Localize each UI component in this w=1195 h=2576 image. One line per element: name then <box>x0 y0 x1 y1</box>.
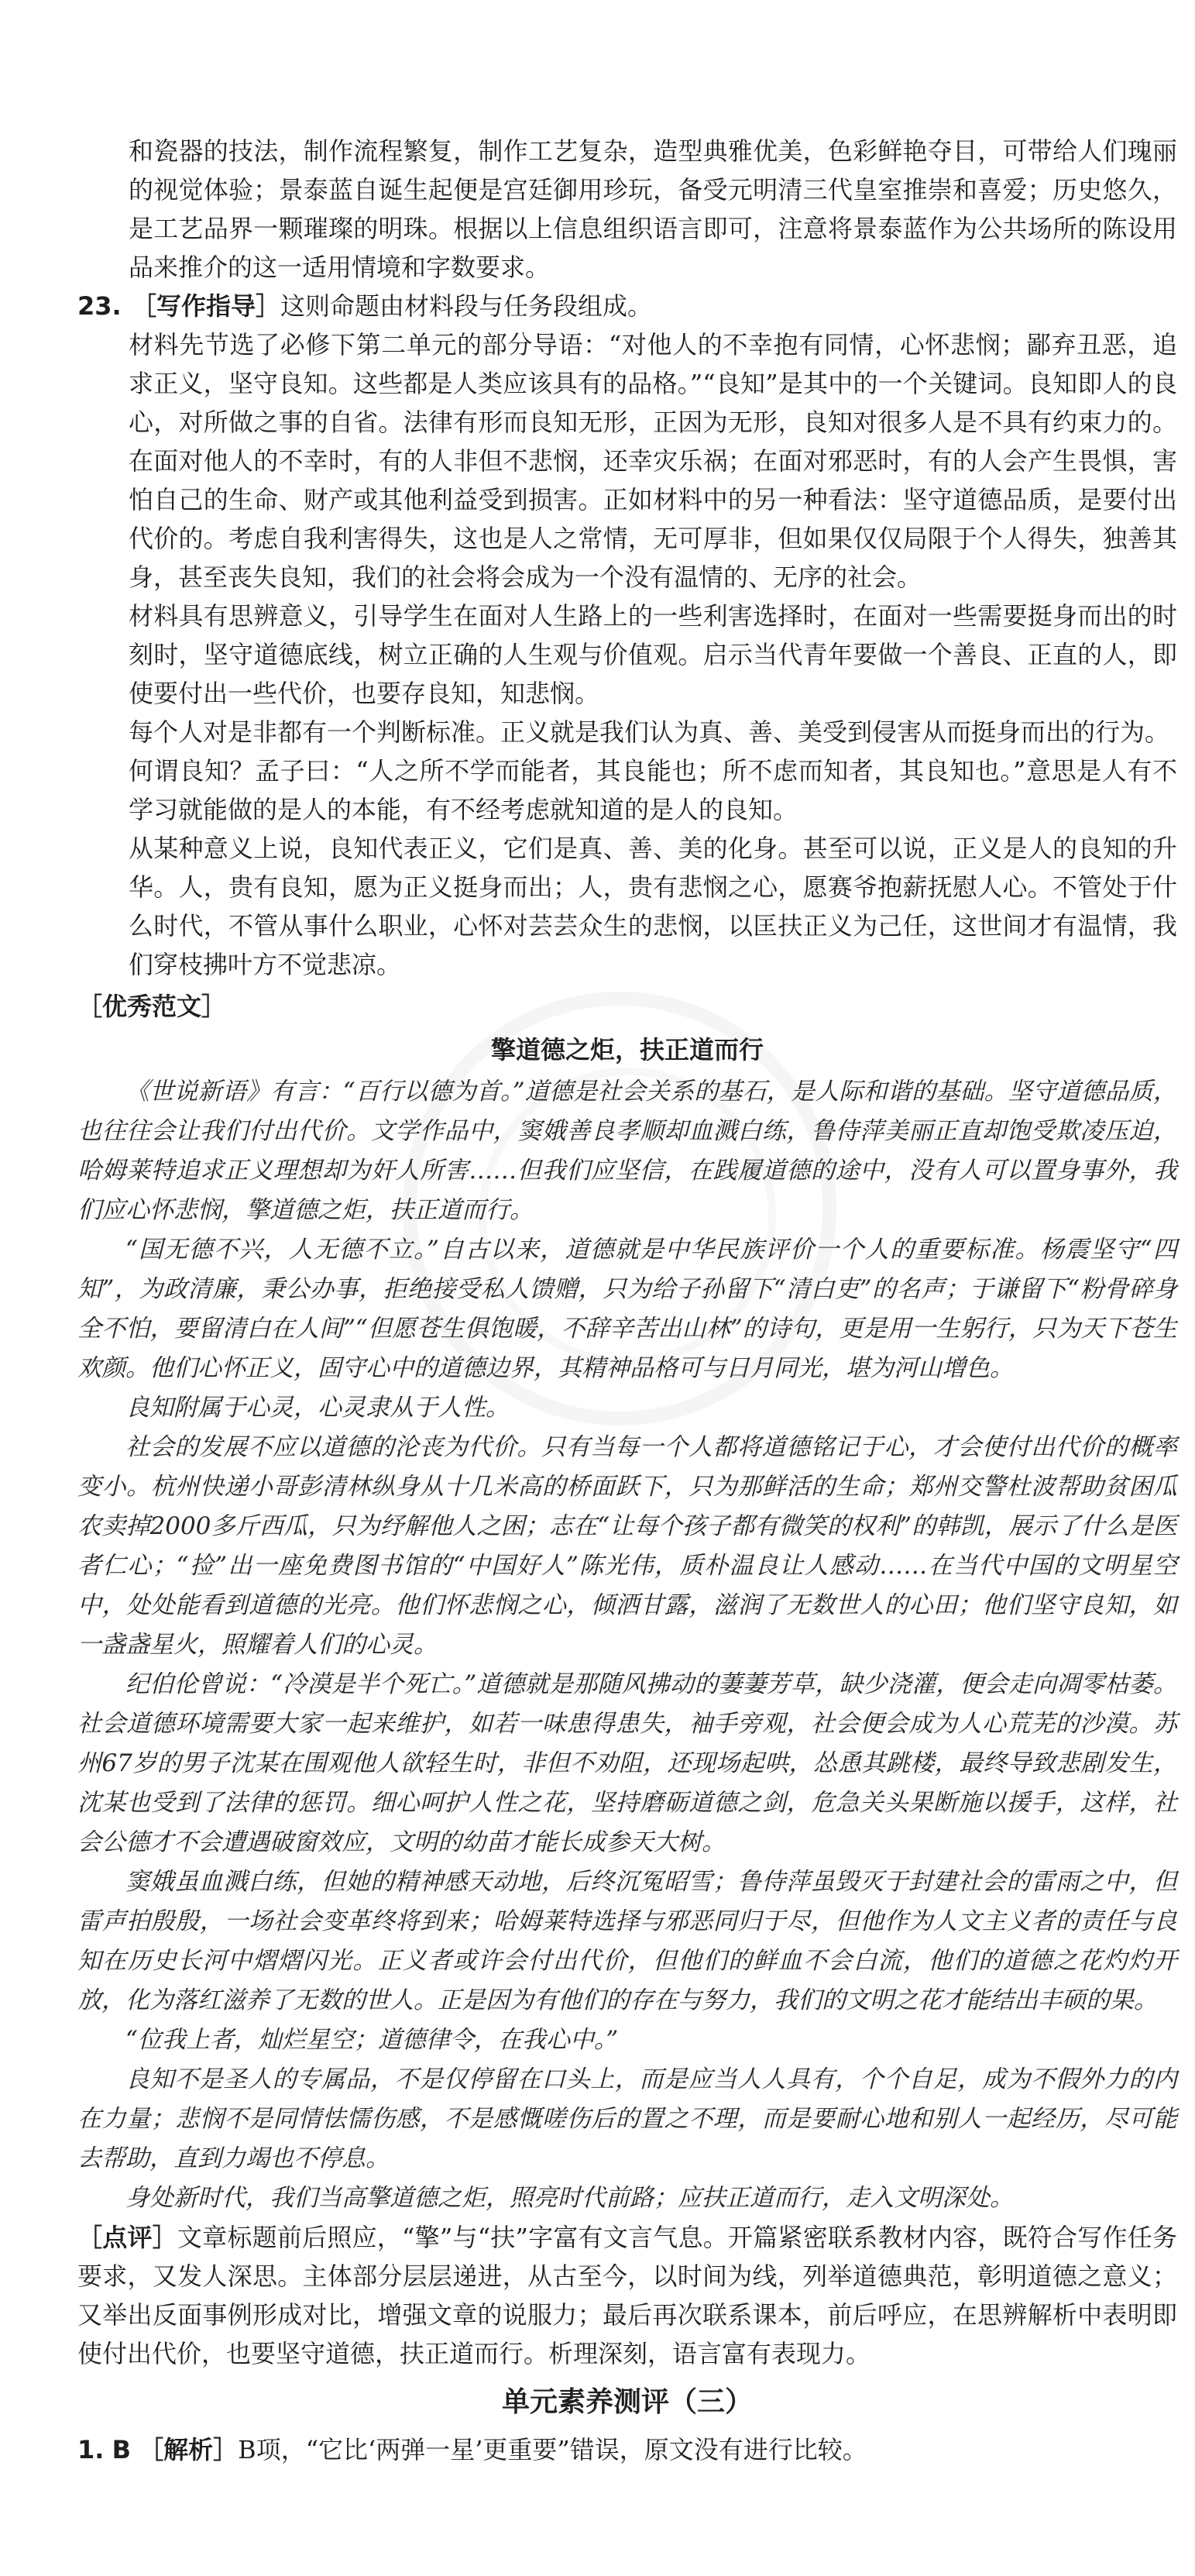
essay-paragraph: “国无德不兴，人无德不立。”自古以来，道德就是中华民族评价一个人的重要标准。杨震坚守“四知”，为政清廉，秉公办事，拒绝接受私人馈赠，只为给子孙留下“清白吏”的名声；于谦留下“粉骨碎身全不怕，要留清白在人间”“但愿苍生俱饱暖，不辞辛苦出山林”的诗句，更是用一生躬行，只为天下苍生欢颜。他们心怀正义，固守心中的道德边界，其精神品格可与日月同光，堪为河山增色。 <box>77 1236 1177 1382</box>
essay-paragraph: 社会的发展不应以道德的沦丧为代价。只有当每一个人都将道德铭记于心，才会使付出代价的概率变小。杭州快递小哥彭清林纵身从十几米高的桥面跃下，只为那鲜活的生命；郑州交警杜波帮助贫困瓜农卖掉2000多斤西瓜，只为纾解他人之困；志在“让每个孩子都有微笑的权利”的韩凯，展示了什么是医者仁心；“捡”出一座免费图书馆的“中国好人”陈光伟，质朴温良让人感动……在当代中国的文明星空中，处处能看到道德的光亮。他们怀悲悯之心，倾洒甘露，滋润了无数世人的心田；他们坚守良知，如一盏盏星火，照耀着人们的心灵。 <box>77 1433 1177 1659</box>
intro-continuation: 和瓷器的技法，制作流程繁复，制作工艺复杂，造型典雅优美，色彩鲜艳夺目，可带给人们瑰丽的视觉体验；景泰蓝自诞生起便是宫廷御用珍玩，备受元明清三代皇室推崇和喜爱；历史悠久，是工艺品界一颗璀璨的明珠。根据以上信息组织语言即可，注意将景泰蓝作为公共场所的陈设用品来推介的这一适用情境和字数要求。 <box>129 136 1177 282</box>
guide-paragraph: 材料具有思辨意义，引导学生在面对人生路上的一些利害选择时，在面对一些需要挺身而出的时刻时，坚守道德底线，树立正确的人生观与价值观。启示当代青年要做一个善良、正直的人，即使要付出一些代价，也要存良知，知悲悯。 <box>129 601 1177 708</box>
essay-paragraph: 纪伯伦曾说：“冷漠是半个死亡。”道德就是那随风拂动的萋萋芳草，缺少浇灌，便会走向凋零枯萎。社会道德环境需要大家一起来维护，如若一味患得患失，袖手旁观，社会便会成为人心荒芜的沙漠。苏州67岁的男子沈某在围观他人欲轻生时，非但不劝阻，还现场起哄，怂恿其跳楼，最终导致悲剧发生，沈某也受到了法律的惩罚。细心呵护人性之花，坚持磨砺道德之剑，危急关头果断施以援手，这样，社会公德才不会遭遇破窗效应，文明的幼苗才能长成参天大树。 <box>77 1670 1177 1856</box>
analysis-tag: ［解析］ <box>139 2435 239 2464</box>
comment-section <box>77 2218 1177 2373</box>
answer-text: B项，“它比‘两弹一星’更重要”错误，原文没有进行比较。 <box>238 2435 867 2464</box>
question-number: 23. <box>77 291 122 321</box>
comment-text: 文章标题前后照应，“擎”与“扶”字富有文言气息。开篇紧密联系教材内容，既符合写作任务要求，又发人深思。主体部分层层递进，从古至今，以时间为线，列举道德典范，彰明道德之意义；又举出反面事例形成对比，增强文章的说服力；最后再次联系课本，前后呼应，在思辨解析中表明即使付出代价，也要坚守道德，扶正道而行。析理深刻，语言富有表现力。 <box>77 2223 1177 2368</box>
essay-paragraph: “位我上者，灿烂星空；道德律令，在我心中。” <box>125 2026 619 2054</box>
essay-paragraph: 良知附属于心灵，心灵隶从于人性。 <box>125 1394 510 1422</box>
answer-choice: B <box>112 2435 131 2464</box>
answer-line <box>77 2430 1177 2469</box>
essay-paragraph: 身处新时代，我们当高擎道德之炬，照亮时代前路；应扶正道而行，走入文明深处。 <box>125 2184 1014 2212</box>
essay-paragraph: 《世说新语》有言：“百行以德为首。”道德是社会关系的基石，是人际和谐的基础。坚守道德品质，也往往会让我们付出代价。文学作品中，窦娥善良孝顺却血溅白练，鲁侍萍美丽正直却饱受欺凌压迫，哈姆莱特追求正义理想却为奸人所害……但我们应坚信，在践履道德的途中，没有人可以置身事外，我们应心怀悲悯，擎道德之炬，扶正道而行。 <box>77 1078 1177 1224</box>
question-23 <box>77 287 1177 984</box>
essay-paragraph: 良知不是圣人的专属品，不是仅停留在口头上，而是应当人人具有，个个自足，成为不假外力的内在力量；悲悯不是同情怯懦伤感，不是感慨嗟伤后的置之不理，而是要耐心地和别人一起经历，尽可能去帮助，直到力竭也不停息。 <box>77 2065 1177 2172</box>
writing-guide-tag: ［写作指导］ <box>132 291 281 321</box>
guide-paragraph: 从某种意义上说，良知代表正义，它们是真、善、美的化身。甚至可以说，正义是人的良知的升华。人，贵有良知，愿为正义挺身而出；人，贵有悲悯之心，愿赛爷抱薪抚慰人心。不管处于什么时代，不管从事什么职业，心怀对芸芸众生的悲悯，以匡扶正义为己任，这世间才有温情，我们穿枝拂叶方不觉悲凉。 <box>129 834 1177 979</box>
guide-paragraph: 材料先节选了必修下第二单元的部分导语：“对他人的不幸抱有同情，心怀悲悯；鄙弃丑恶，追求正义，坚守良知。这些都是人类应该具有的品格。”“良知”是其中的一个关键词。良知即人的良心，对所做之事的自省。法律有形而良知无形，正因为无形，良知对很多人是不具有约束力的。在面对他人的不幸时，有的人非但不悲悯，还幸灾乐祸；在面对邪恶时，有的人会产生畏惧，害怕自己的生命、财产或其他利益受到损害。正如材料中的另一种看法：坚守道德品质，是要付出代价的。考虑自我利害得失，这也是人之常情，无可厚非，但如果仅仅局限于个人得失，独善其身，甚至丧失良知，我们的社会将会成为一个没有温情的、无序的社会。 <box>129 330 1177 592</box>
guide-paragraph: 何谓良知？孟子曰：“人之所不学而能者，其良能也；所不虑而知者，其良知也。”意思是人有不学习就能做的是人的本能，有不经考虑就知道的是人的良知。 <box>129 756 1177 824</box>
essay-title: 擎道德之炬，扶正道而行 <box>490 1035 764 1064</box>
unit-test-section <box>77 2378 1177 2469</box>
unit-test-title: 单元素养测评（三） <box>501 2386 753 2418</box>
sample-essay <box>77 985 1177 2218</box>
sample-essay-heading: ［优秀范文］ <box>77 992 227 1021</box>
essay-paragraph: 窦娥虽血溅白练，但她的精神感天动地，后终沉冤昭雪；鲁侍萍虽毁灭于封建社会的雷雨之中，但雷声拍殷殷，一场社会变革终将到来；哈姆莱特选择与邪恶同归于尽，但他作为人文主义者的责任与良知在历史长河中熠熠闪光。正义者或许会付出代价，但他们的鲜血不会白流，他们的道德之花灼灼开放，化为落红滋养了无数的世人。正是因为有他们的存在与努力，我们的文明之花才能结出丰硕的果。 <box>77 1868 1177 2014</box>
comment-tag: ［点评］ <box>77 2223 177 2252</box>
writing-guide-lead: 这则命题由材料段与任务段组成。 <box>280 291 653 321</box>
answer-number: 1. <box>77 2435 105 2464</box>
intro-section <box>77 132 1177 287</box>
guide-paragraph: 每个人对是非都有一个判断标准。正义就是我们认为真、善、美受到侵害从而挺身而出的行为。 <box>129 717 1170 747</box>
